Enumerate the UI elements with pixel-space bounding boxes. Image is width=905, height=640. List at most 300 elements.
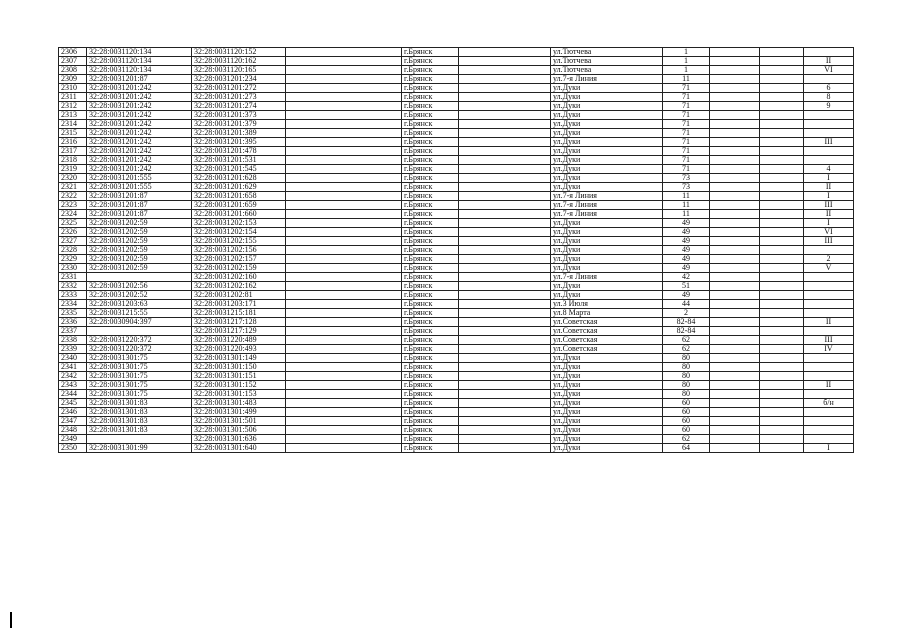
row-number-cell: 2347 (59, 417, 87, 426)
table-row (59, 363, 854, 372)
street-cell: ул.3 Июля (551, 300, 663, 309)
empty-cell (760, 93, 804, 102)
city-cell: г.Брянск (402, 444, 459, 453)
row-number-cell: 2317 (59, 147, 87, 156)
premises-cell: VI (804, 228, 854, 237)
empty-cell (286, 156, 402, 165)
object-cadastral-cell: 32:28:0031202:157 (192, 255, 286, 264)
empty-cell (760, 75, 804, 84)
empty-cell (459, 246, 551, 255)
row-number-cell: 2337 (59, 327, 87, 336)
house-number-cell: 73 (663, 174, 710, 183)
empty-cell (710, 57, 760, 66)
empty-cell (459, 390, 551, 399)
city-cell: г.Брянск (402, 273, 459, 282)
empty-cell (459, 228, 551, 237)
empty-cell (760, 417, 804, 426)
object-cadastral-cell: 32:28:0031201:389 (192, 129, 286, 138)
empty-cell (760, 354, 804, 363)
street-cell: ул.Дуки (551, 381, 663, 390)
land-cadastral-cell: 32:28:0031301:83 (87, 426, 192, 435)
empty-cell (459, 192, 551, 201)
house-number-cell: 71 (663, 138, 710, 147)
row-number-cell: 2308 (59, 66, 87, 75)
object-cadastral-cell: 32:28:0031220:489 (192, 336, 286, 345)
premises-cell (804, 309, 854, 318)
registry-table (58, 47, 854, 453)
empty-cell (760, 345, 804, 354)
empty-cell (710, 84, 760, 93)
empty-cell (760, 48, 804, 57)
premises-cell (804, 300, 854, 309)
empty-cell (710, 273, 760, 282)
table-row (59, 264, 854, 273)
premises-cell (804, 363, 854, 372)
premises-cell: II (804, 318, 854, 327)
land-cadastral-cell: 32:28:0031301:83 (87, 408, 192, 417)
table-row (59, 192, 854, 201)
house-number-cell: 60 (663, 399, 710, 408)
row-number-cell: 2320 (59, 174, 87, 183)
premises-cell: 9 (804, 102, 854, 111)
table-row (59, 246, 854, 255)
object-cadastral-cell: 32:28:0031202:160 (192, 273, 286, 282)
empty-cell (286, 399, 402, 408)
premises-cell (804, 111, 854, 120)
empty-cell (459, 318, 551, 327)
table-row (59, 48, 854, 57)
premises-cell (804, 129, 854, 138)
premises-cell: III (804, 201, 854, 210)
city-cell: г.Брянск (402, 327, 459, 336)
empty-cell (459, 210, 551, 219)
land-cadastral-cell: 32:28:0031220:372 (87, 345, 192, 354)
city-cell: г.Брянск (402, 354, 459, 363)
land-cadastral-cell: 32:28:0031202:52 (87, 291, 192, 300)
land-cadastral-cell: 32:28:0031201:555 (87, 183, 192, 192)
premises-cell (804, 426, 854, 435)
city-cell: г.Брянск (402, 399, 459, 408)
street-cell: ул.Тютчева (551, 66, 663, 75)
object-cadastral-cell: 32:28:0031201:274 (192, 102, 286, 111)
empty-cell (286, 372, 402, 381)
city-cell: г.Брянск (402, 93, 459, 102)
row-number-cell: 2336 (59, 318, 87, 327)
object-cadastral-cell: 32:28:0031202:156 (192, 246, 286, 255)
table-row (59, 399, 854, 408)
street-cell: ул.7-я Линия (551, 273, 663, 282)
table-row (59, 408, 854, 417)
object-cadastral-cell: 32:28:0031201:659 (192, 201, 286, 210)
empty-cell (286, 93, 402, 102)
empty-cell (286, 174, 402, 183)
table-row (59, 273, 854, 282)
premises-cell: 6 (804, 84, 854, 93)
object-cadastral-cell: 32:28:0031202:154 (192, 228, 286, 237)
street-cell: ул.Тютчева (551, 57, 663, 66)
table-row (59, 237, 854, 246)
city-cell: г.Брянск (402, 336, 459, 345)
object-cadastral-cell: 32:28:0031201:373 (192, 111, 286, 120)
empty-cell (286, 381, 402, 390)
land-cadastral-cell: 32:28:0031301:99 (87, 444, 192, 453)
empty-cell (286, 66, 402, 75)
table-row (59, 129, 854, 138)
empty-cell (459, 219, 551, 228)
street-cell: ул.Дуки (551, 165, 663, 174)
land-cadastral-cell: 32:28:0031201:87 (87, 210, 192, 219)
object-cadastral-cell: 32:28:0031217:129 (192, 327, 286, 336)
empty-cell (286, 129, 402, 138)
street-cell: ул.Дуки (551, 417, 663, 426)
premises-cell: I (804, 192, 854, 201)
empty-cell (760, 336, 804, 345)
table-row (59, 93, 854, 102)
empty-cell (760, 282, 804, 291)
empty-cell (760, 372, 804, 381)
empty-cell (286, 75, 402, 84)
premises-cell: II (804, 57, 854, 66)
land-cadastral-cell: 32:28:0031202:59 (87, 246, 192, 255)
row-number-cell: 2321 (59, 183, 87, 192)
row-number-cell: 2341 (59, 363, 87, 372)
city-cell: г.Брянск (402, 309, 459, 318)
empty-cell (459, 174, 551, 183)
empty-cell (710, 309, 760, 318)
land-cadastral-cell: 32:28:0031201:242 (87, 165, 192, 174)
object-cadastral-cell: 32:28:0031120:152 (192, 48, 286, 57)
object-cadastral-cell: 32:28:0031201:234 (192, 75, 286, 84)
house-number-cell: 82-84 (663, 327, 710, 336)
empty-cell (286, 102, 402, 111)
empty-cell (710, 318, 760, 327)
object-cadastral-cell: 32:28:0031215:181 (192, 309, 286, 318)
row-number-cell: 2339 (59, 345, 87, 354)
empty-cell (459, 75, 551, 84)
empty-cell (760, 381, 804, 390)
object-cadastral-cell: 32:28:0031301:483 (192, 399, 286, 408)
empty-cell (459, 93, 551, 102)
table-row (59, 309, 854, 318)
street-cell: ул.Дуки (551, 255, 663, 264)
empty-cell (710, 435, 760, 444)
street-cell: ул.Дуки (551, 372, 663, 381)
street-cell: ул.Дуки (551, 138, 663, 147)
table-row (59, 417, 854, 426)
premises-cell: I (804, 219, 854, 228)
empty-cell (459, 156, 551, 165)
empty-cell (286, 408, 402, 417)
table-row (59, 444, 854, 453)
row-number-cell: 2325 (59, 219, 87, 228)
row-number-cell: 2345 (59, 399, 87, 408)
row-number-cell: 2329 (59, 255, 87, 264)
table-row (59, 174, 854, 183)
empty-cell (286, 363, 402, 372)
empty-cell (286, 210, 402, 219)
object-cadastral-cell: 32:28:0031201:395 (192, 138, 286, 147)
empty-cell (459, 111, 551, 120)
empty-cell (760, 183, 804, 192)
empty-cell (286, 435, 402, 444)
empty-cell (710, 408, 760, 417)
table-row (59, 228, 854, 237)
empty-cell (710, 165, 760, 174)
city-cell: г.Брянск (402, 201, 459, 210)
premises-cell (804, 417, 854, 426)
row-number-cell: 2343 (59, 381, 87, 390)
row-number-cell: 2310 (59, 84, 87, 93)
empty-cell (286, 219, 402, 228)
object-cadastral-cell: 32:28:0031201:658 (192, 192, 286, 201)
row-number-cell: 2334 (59, 300, 87, 309)
empty-cell (459, 336, 551, 345)
object-cadastral-cell: 32:28:0031120:165 (192, 66, 286, 75)
land-cadastral-cell: 32:28:0031201:242 (87, 147, 192, 156)
row-number-cell: 2309 (59, 75, 87, 84)
object-cadastral-cell: 32:28:0031201:629 (192, 183, 286, 192)
empty-cell (286, 291, 402, 300)
street-cell: ул.Дуки (551, 183, 663, 192)
empty-cell (286, 57, 402, 66)
empty-cell (459, 282, 551, 291)
empty-cell (760, 318, 804, 327)
empty-cell (760, 291, 804, 300)
table-row (59, 111, 854, 120)
empty-cell (459, 102, 551, 111)
table-row (59, 102, 854, 111)
house-number-cell: 2 (663, 309, 710, 318)
city-cell: г.Брянск (402, 264, 459, 273)
street-cell: ул.7-я Линия (551, 210, 663, 219)
object-cadastral-cell: 32:28:0031301:149 (192, 354, 286, 363)
house-number-cell: 1 (663, 57, 710, 66)
street-cell: ул.Дуки (551, 363, 663, 372)
row-number-cell: 2326 (59, 228, 87, 237)
object-cadastral-cell: 32:28:0031202:159 (192, 264, 286, 273)
row-number-cell: 2338 (59, 336, 87, 345)
land-cadastral-cell: 32:28:0030904:397 (87, 318, 192, 327)
object-cadastral-cell: 32:28:0031201:628 (192, 174, 286, 183)
land-cadastral-cell: 32:28:0031201:87 (87, 75, 192, 84)
empty-cell (286, 417, 402, 426)
empty-cell (286, 165, 402, 174)
empty-cell (710, 201, 760, 210)
empty-cell (760, 228, 804, 237)
empty-cell (459, 372, 551, 381)
table-row (59, 120, 854, 129)
house-number-cell: 80 (663, 363, 710, 372)
house-number-cell: 51 (663, 282, 710, 291)
street-cell: ул.Дуки (551, 408, 663, 417)
premises-cell: 4 (804, 165, 854, 174)
empty-cell (710, 246, 760, 255)
house-number-cell: 60 (663, 417, 710, 426)
empty-cell (459, 354, 551, 363)
row-number-cell: 2331 (59, 273, 87, 282)
land-cadastral-cell: 32:28:0031202:59 (87, 237, 192, 246)
empty-cell (459, 381, 551, 390)
object-cadastral-cell: 32:28:0031120:162 (192, 57, 286, 66)
empty-cell (710, 174, 760, 183)
land-cadastral-cell: 32:28:0031201:555 (87, 174, 192, 183)
premises-cell (804, 372, 854, 381)
city-cell: г.Брянск (402, 246, 459, 255)
city-cell: г.Брянск (402, 129, 459, 138)
land-cadastral-cell: 32:28:0031220:372 (87, 336, 192, 345)
city-cell: г.Брянск (402, 84, 459, 93)
empty-cell (710, 282, 760, 291)
empty-cell (760, 219, 804, 228)
empty-cell (760, 84, 804, 93)
land-cadastral-cell (87, 327, 192, 336)
table-row (59, 165, 854, 174)
empty-cell (760, 111, 804, 120)
premises-cell: III (804, 237, 854, 246)
premises-cell (804, 282, 854, 291)
city-cell: г.Брянск (402, 318, 459, 327)
land-cadastral-cell: 32:28:0031301:75 (87, 372, 192, 381)
table-row (59, 435, 854, 444)
empty-cell (760, 120, 804, 129)
empty-cell (710, 417, 760, 426)
table-row (59, 210, 854, 219)
city-cell: г.Брянск (402, 156, 459, 165)
empty-cell (710, 237, 760, 246)
empty-cell (286, 354, 402, 363)
row-number-cell: 2319 (59, 165, 87, 174)
empty-cell (459, 57, 551, 66)
table-row (59, 57, 854, 66)
empty-cell (710, 156, 760, 165)
empty-cell (760, 264, 804, 273)
row-number-cell: 2318 (59, 156, 87, 165)
street-cell: ул.7-я Линия (551, 201, 663, 210)
empty-cell (286, 318, 402, 327)
empty-cell (760, 309, 804, 318)
house-number-cell: 62 (663, 336, 710, 345)
empty-cell (286, 246, 402, 255)
empty-cell (760, 147, 804, 156)
house-number-cell: 49 (663, 228, 710, 237)
house-number-cell: 11 (663, 75, 710, 84)
house-number-cell: 71 (663, 129, 710, 138)
row-number-cell: 2315 (59, 129, 87, 138)
city-cell: г.Брянск (402, 237, 459, 246)
table-row (59, 201, 854, 210)
empty-cell (286, 84, 402, 93)
row-number-cell: 2346 (59, 408, 87, 417)
empty-cell (760, 426, 804, 435)
table-row (59, 318, 854, 327)
city-cell: г.Брянск (402, 102, 459, 111)
premises-cell: III (804, 336, 854, 345)
empty-cell (710, 228, 760, 237)
street-cell: ул.Дуки (551, 264, 663, 273)
row-number-cell: 2335 (59, 309, 87, 318)
street-cell: ул.Дуки (551, 246, 663, 255)
house-number-cell: 49 (663, 237, 710, 246)
empty-cell (459, 408, 551, 417)
empty-cell (710, 345, 760, 354)
empty-cell (710, 426, 760, 435)
row-number-cell: 2350 (59, 444, 87, 453)
empty-cell (710, 75, 760, 84)
empty-cell (459, 417, 551, 426)
city-cell: г.Брянск (402, 210, 459, 219)
house-number-cell: 1 (663, 48, 710, 57)
house-number-cell: 80 (663, 381, 710, 390)
premises-cell (804, 246, 854, 255)
house-number-cell: 1 (663, 66, 710, 75)
street-cell: ул.Дуки (551, 426, 663, 435)
city-cell: г.Брянск (402, 300, 459, 309)
premises-cell: II (804, 183, 854, 192)
empty-cell (760, 300, 804, 309)
object-cadastral-cell: 32:28:0031202:153 (192, 219, 286, 228)
table-row (59, 381, 854, 390)
city-cell: г.Брянск (402, 138, 459, 147)
row-number-cell: 2344 (59, 390, 87, 399)
table-row (59, 354, 854, 363)
empty-cell (286, 237, 402, 246)
margin-mark (10, 612, 12, 628)
table-row (59, 156, 854, 165)
row-number-cell: 2322 (59, 192, 87, 201)
premises-cell: IV (804, 345, 854, 354)
premises-cell (804, 327, 854, 336)
empty-cell (459, 291, 551, 300)
table-row (59, 66, 854, 75)
city-cell: г.Брянск (402, 408, 459, 417)
object-cadastral-cell: 32:28:0031301:499 (192, 408, 286, 417)
street-cell: ул.Дуки (551, 156, 663, 165)
street-cell: ул.Советская (551, 318, 663, 327)
land-cadastral-cell: 32:28:0031201:242 (87, 102, 192, 111)
row-number-cell: 2340 (59, 354, 87, 363)
premises-cell: V (804, 264, 854, 273)
street-cell: ул.Дуки (551, 237, 663, 246)
table-row (59, 183, 854, 192)
street-cell: ул.Дуки (551, 147, 663, 156)
street-cell: ул.Дуки (551, 282, 663, 291)
empty-cell (710, 363, 760, 372)
land-cadastral-cell: 32:28:0031202:56 (87, 282, 192, 291)
empty-cell (760, 435, 804, 444)
empty-cell (459, 183, 551, 192)
street-cell: ул.Дуки (551, 228, 663, 237)
object-cadastral-cell: 32:28:0031201:545 (192, 165, 286, 174)
empty-cell (710, 291, 760, 300)
street-cell: ул.Дуки (551, 93, 663, 102)
house-number-cell: 80 (663, 390, 710, 399)
premises-cell: III (804, 138, 854, 147)
premises-cell (804, 408, 854, 417)
table-row (59, 84, 854, 93)
empty-cell (459, 66, 551, 75)
premises-cell (804, 273, 854, 282)
empty-cell (710, 264, 760, 273)
empty-cell (710, 192, 760, 201)
object-cadastral-cell: 32:28:0031301:152 (192, 381, 286, 390)
house-number-cell: 71 (663, 165, 710, 174)
row-number-cell: 2327 (59, 237, 87, 246)
empty-cell (286, 183, 402, 192)
empty-cell (710, 102, 760, 111)
empty-cell (710, 210, 760, 219)
empty-cell (459, 201, 551, 210)
empty-cell (710, 183, 760, 192)
